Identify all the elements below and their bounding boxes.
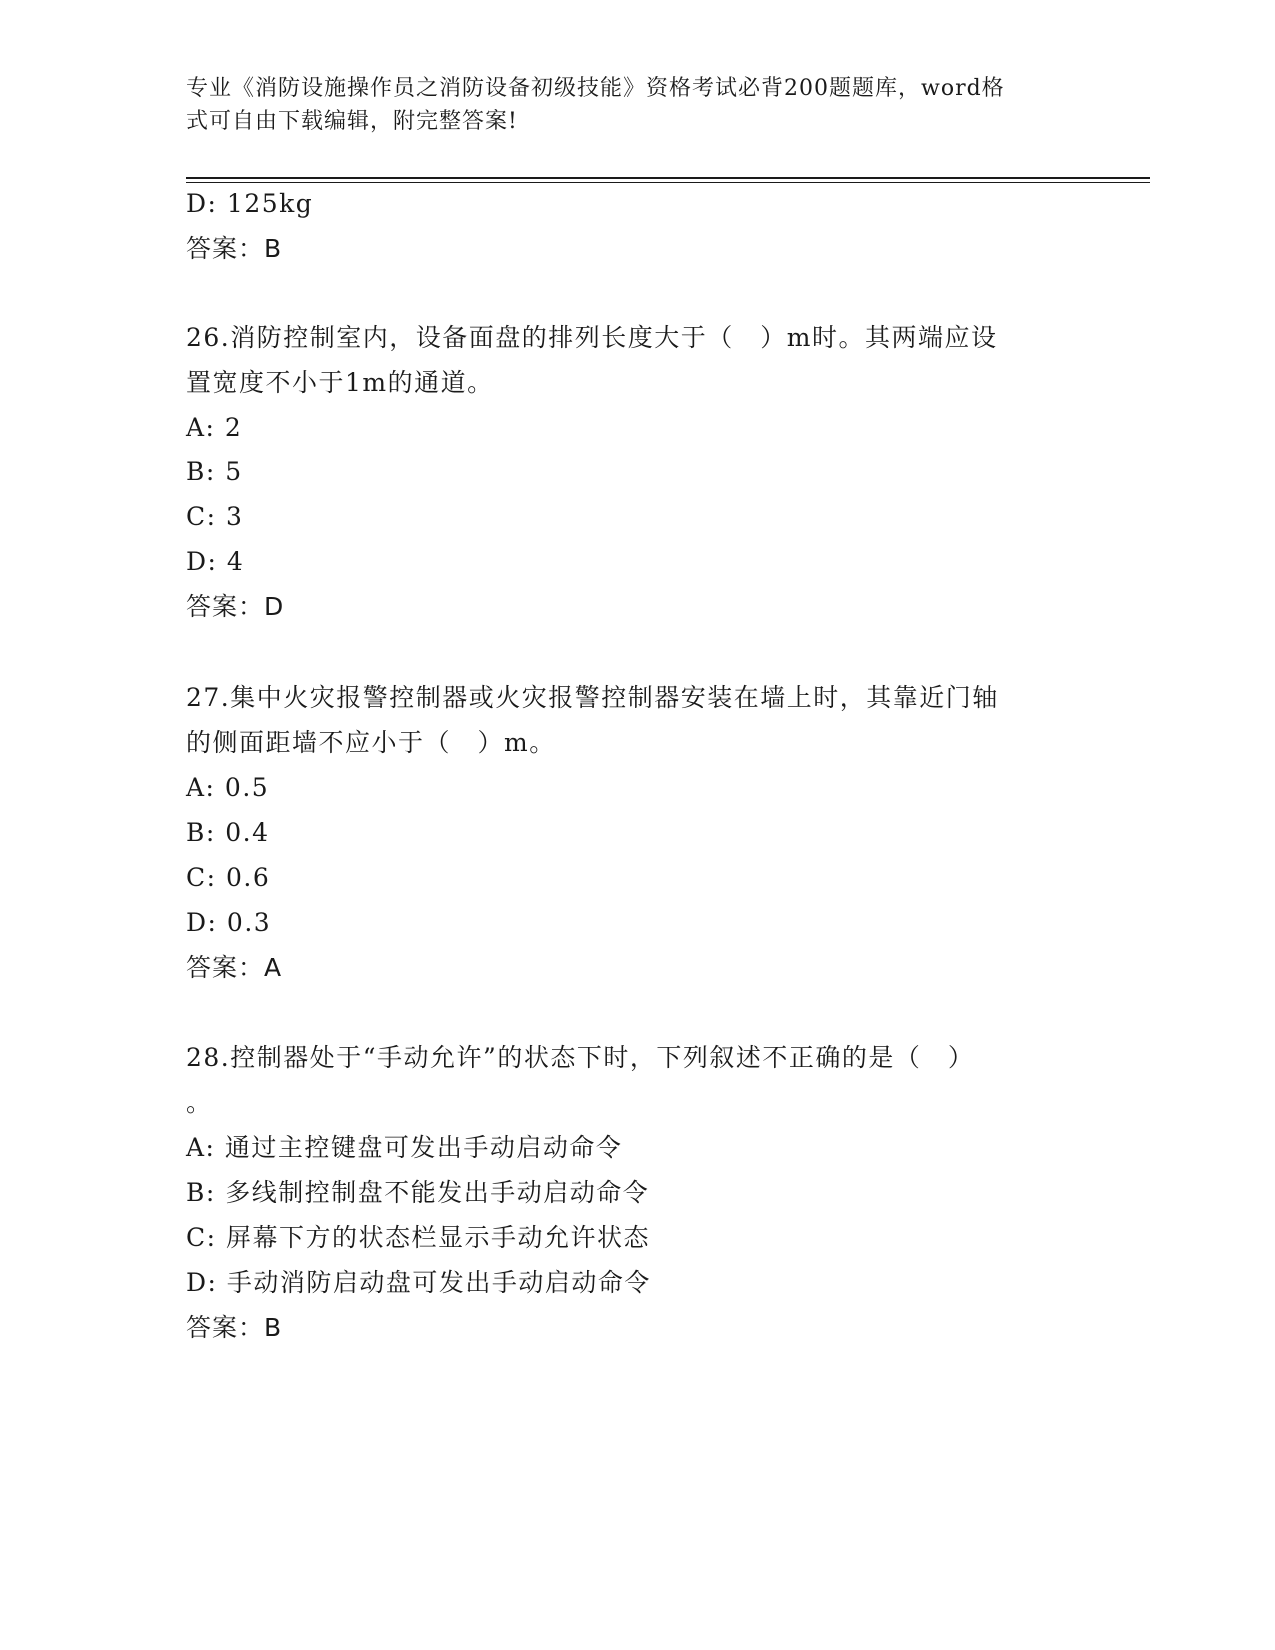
q27-option-c: C: 0.6 xyxy=(186,863,271,892)
q28-answer: 答案：B xyxy=(186,1313,283,1342)
q28-option-b: B: 多线制控制盘不能发出手动启动命令 xyxy=(186,1178,650,1207)
q27-option-b: B: 0.4 xyxy=(186,818,270,847)
q27-stem-line-1: 27.集中火灾报警控制器或火灾报警控制器安装在墙上时，其靠近门轴 xyxy=(186,683,999,712)
q28-option-d: D: 手动消防启动盘可发出手动启动命令 xyxy=(186,1268,651,1297)
header-divider-thin xyxy=(186,182,1150,183)
q28-option-a: A: 通过主控键盘可发出手动启动命令 xyxy=(186,1133,623,1162)
q26-option-c: C: 3 xyxy=(186,502,244,531)
q26-stem-line-2: 置宽度不小于1m的通道。 xyxy=(186,368,494,397)
q27-option-d: D: 0.3 xyxy=(186,908,272,937)
header-line-2: 式可自由下载编辑，附完整答案! xyxy=(186,109,518,134)
q27-option-a: A: 0.5 xyxy=(186,773,270,802)
prev-answer: 答案：B xyxy=(186,234,283,263)
document-header xyxy=(186,72,1066,138)
header-divider-thick xyxy=(186,177,1150,179)
q28-stem-line-1: 28.控制器处于“手动允许”的状态下时，下列叙述不正确的是（ ） xyxy=(186,1043,975,1072)
q26-option-d: D: 4 xyxy=(186,547,245,576)
q26-option-b: B: 5 xyxy=(186,457,243,486)
q27-stem-line-2: 的侧面距墙不应小于（ ）m。 xyxy=(186,728,556,757)
q28-option-c: C: 屏幕下方的状态栏显示手动允许状态 xyxy=(186,1223,650,1252)
q26-answer: 答案：D xyxy=(186,592,285,621)
q28-stem-line-2: 。 xyxy=(186,1088,213,1117)
q27-answer: 答案：A xyxy=(186,953,283,982)
prev-option-d: D: 125kg xyxy=(186,189,314,218)
header-line-1: 专业《消防设施操作员之消防设备初级技能》资格考试必背200题题库，word格 xyxy=(186,76,1005,101)
q26-option-a: A: 2 xyxy=(186,413,243,442)
q26-stem-line-1: 26.消防控制室内，设备面盘的排列长度大于（ ）m时。其两端应设 xyxy=(186,323,998,352)
